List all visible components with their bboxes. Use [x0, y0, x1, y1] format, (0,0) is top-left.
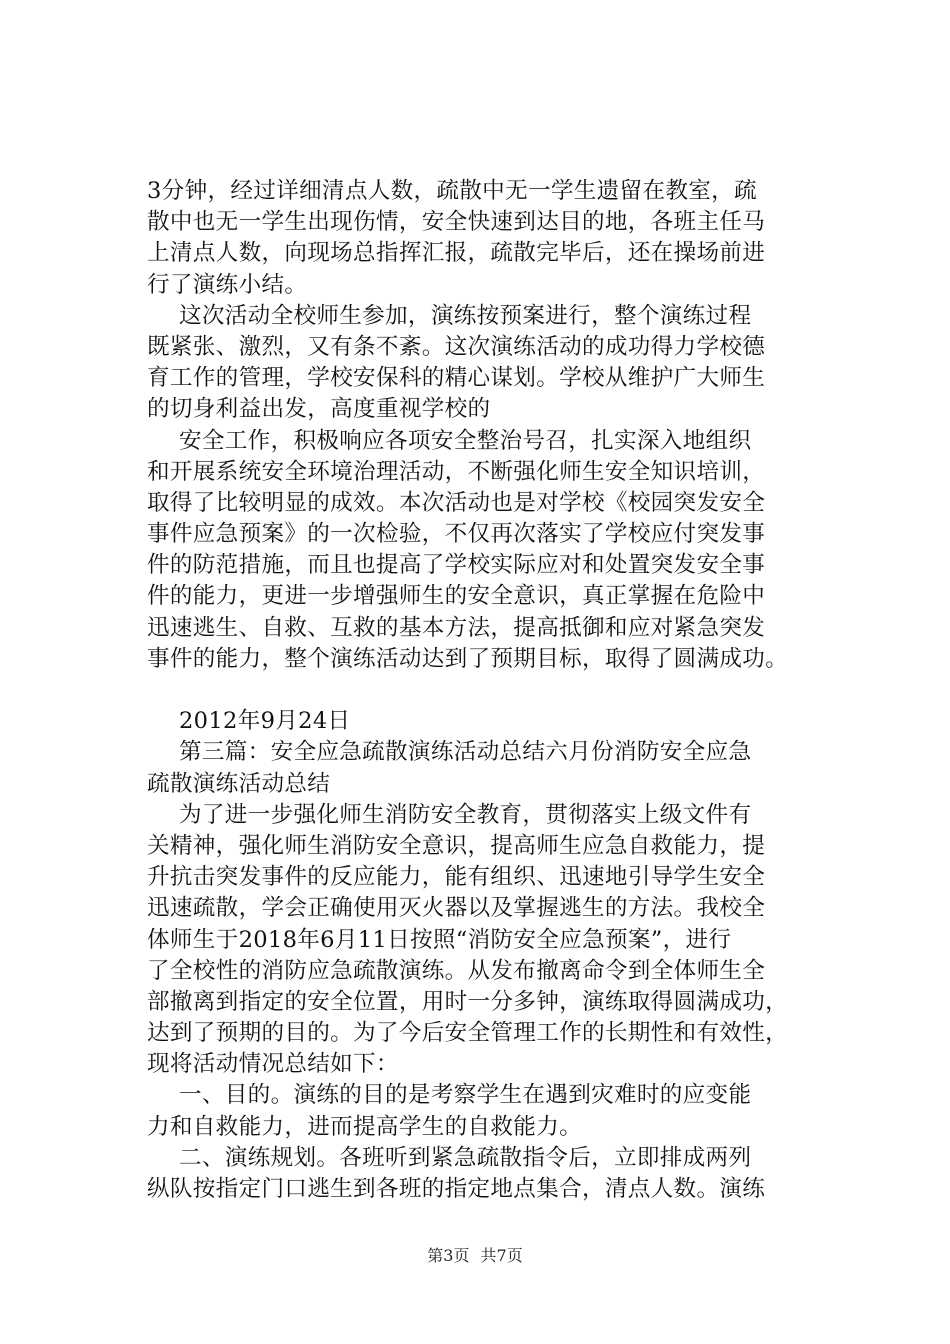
- text-line: 既紧张、激烈，又有条不紊。这次演练活动的成功得力学校德: [147, 333, 766, 360]
- text-line: 3分钟，经过详细清点人数，疏散中无一学生遗留在教室，疏: [147, 178, 757, 204]
- text-line: 升抗击突发事件的反应能力，能有组织、迅速地引导学生安全: [147, 864, 766, 891]
- text-line: 取得了比较明显的成效。本次活动也是对学校《校园突发安全: [147, 489, 766, 516]
- text-line: 纵队按指定门口逃生到各班的指定地点集合，清点人数。演练: [147, 1176, 766, 1202]
- paragraph-start-line: 这次活动全校师生参加，演练按预案进行，整个演练过程: [179, 302, 752, 329]
- paragraph-start-line: 安全工作，积极响应各项安全整治号召，扎实深入地组织: [179, 427, 752, 454]
- page-footer: [0, 1246, 950, 1266]
- text-line: 和开展系统安全环境治理活动，不断强化师生安全知识培训，: [147, 458, 766, 485]
- blank-line: [147, 675, 837, 706]
- text-line: 上清点人数，向现场总指挥汇报，疏散完毕后，还在操场前进: [147, 240, 766, 267]
- section-heading-continued: 疏散演练活动总结: [147, 770, 331, 797]
- text-line: 迅速逃生、自救、互救的基本方法，提高抵御和应对紧急突发: [147, 614, 766, 641]
- text-line: 行了演练小结。: [147, 271, 308, 298]
- text-line: 事件的能力，整个演练活动达到了预期目标，取得了圆满成功。: [147, 645, 789, 672]
- text-line: 了全校性的消防应急疏散演练。从发布撤离命令到全体师生全: [147, 957, 766, 984]
- text-line: 现将活动情况总结如下：: [147, 1051, 399, 1078]
- text-line: 迅速疏散，学会正确使用灭火器以及掌握逃生的方法。我校全: [147, 895, 766, 922]
- text-line: 件的防范措施，而且也提高了学校实际应对和处置突发安全事: [147, 552, 766, 579]
- text-line: 关精神，强化师生消防安全意识，提高师生应急自救能力，提: [147, 832, 766, 859]
- text-line: 件的能力，更进一步增强师生的安全意识，真正掌握在危险中: [147, 583, 766, 610]
- text-line: 部撤离到指定的安全位置，用时一分多钟，演练取得圆满成功，: [147, 988, 789, 1015]
- document-body: [147, 176, 837, 1205]
- text-line: 力和自救能力，进而提高学生的自救能力。: [147, 1113, 582, 1140]
- text-line: 散中也无一学生出现伤情，安全快速到达目的地，各班主任马: [147, 209, 766, 236]
- date-line: 2012年9月24日: [179, 708, 351, 735]
- paragraph-start-line: 二、演练规划。各班听到紧急疏散指令后，立即排成两列: [179, 1144, 752, 1171]
- page-total: 共7页: [480, 1246, 523, 1265]
- paragraph-start-line: 一、目的。演练的目的是考察学生在遇到灾难时的应变能: [179, 1082, 752, 1109]
- paragraph-start-line: 为了进一步强化师生消防安全教育，贯彻落实上级文件有: [179, 801, 752, 828]
- text-line: 育工作的管理，学校安保科的精心谋划。学校从维护广大师生: [147, 365, 766, 392]
- section-heading: 第三篇：安全应急疏散演练活动总结六月份消防安全应急: [179, 739, 752, 766]
- text-line: 体师生于2018年6月11日按照“消防安全应急预案”，进行: [147, 926, 732, 953]
- text-line: 达到了预期的目的。为了今后安全管理工作的长期性和有效性，: [147, 1020, 789, 1047]
- text-line: 事件应急预案》的一次检验，不仅再次落实了学校应付突发事: [147, 521, 766, 548]
- text-line: 的切身利益出发，高度重视学校的: [147, 396, 491, 423]
- page-number: 第3页: [427, 1246, 470, 1265]
